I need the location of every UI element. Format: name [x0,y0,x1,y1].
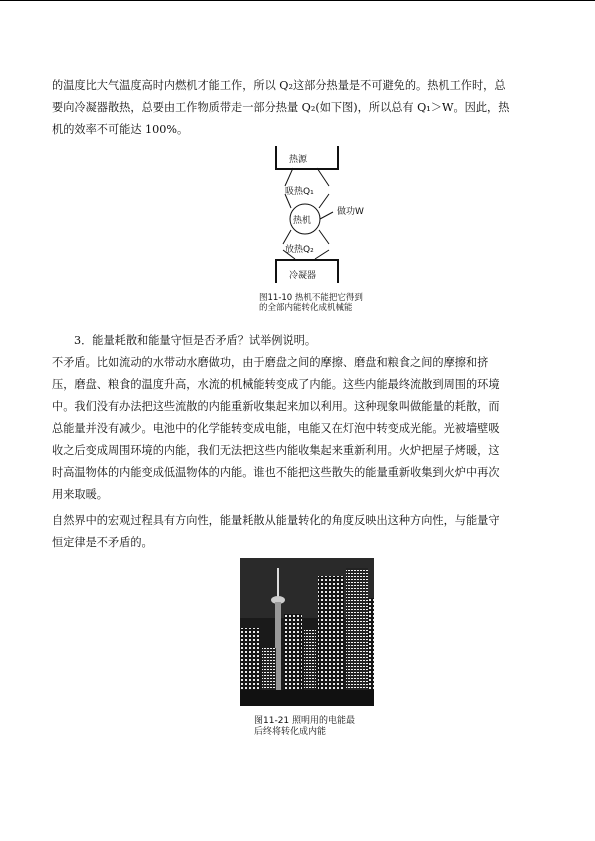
text-line: 要向冷凝器散热，总要由工作物质带走一部分热量 Q₂(如下图)，所以总有 Q₁＞W。因此，热 [52,101,510,114]
release-heat-label: 放热Q₂ [285,245,314,255]
caption-line: 后终将转化成内能 [254,727,327,737]
paragraph-answer [52,352,544,506]
caption-line: 图11-21 照明用的电能最 [254,716,356,726]
engine-label: 热机 [293,216,312,226]
text-line: 压，磨盘、粮食的温度升高，水流的机械能转变成了内能。这些内能最终流散到周围的环境 [52,378,500,391]
hot-source-label: 热源 [289,155,308,165]
city-night-photo [240,558,374,706]
text-line: 时高温物体的内能变成低温物体的内能。谁也不能把这些散失的能量重新收集到火炉中再次 [52,466,500,479]
photo-caption [254,716,355,738]
paragraph-heat-engine [52,75,544,141]
heat-engine-diagram [255,146,375,321]
question-heading: 3．能量耗散和能量守恒是否矛盾？试举例说明。 [74,334,317,347]
absorb-heat-label: 吸热Q₁ [285,187,314,197]
caption-line: 的全部内能转化成机械能 [259,303,353,313]
text-line: 收之后变成周围环境的内能，我们无法把这些内能收集起来重新利用。火炉把屋子烤暖，这 [52,444,500,457]
top-rule [0,0,595,1]
figure-caption [259,293,363,313]
paragraph-conclusion [52,510,544,554]
text-line: 总能量并没有减少。电池中的化学能转变成电能，电能又在灯泡中转变成光能。光被墙壁吸 [52,422,500,435]
text-line: 用来取暖。 [52,488,108,501]
text-line: 的温度比大气温度高时内燃机才能工作，所以 Q₂这部分热量是不可避免的。热机工作时，总 [52,79,506,92]
text-line: 不矛盾。比如流动的水带动水磨做功，由于磨盘之间的摩擦、磨盘和粮食之间的摩擦和挤 [52,356,489,369]
condenser-label: 冷凝器 [289,271,317,281]
caption-line: 图11-10 热机不能把它得到 [259,293,363,303]
text-line: 机的效率不可能达 100%。 [52,123,189,136]
skyline-illustration [240,558,374,706]
text-line: 中。我们没有办法把这些流散的内能重新收集起来加以利用。这种现象叫做能量的耗散，而 [52,400,500,413]
text-line: 恒定律是不矛盾的。 [52,536,153,549]
text-line: 自然界中的宏观过程具有方向性，能量耗散从能量转化的角度反映出这种方向性，与能量守 [52,514,500,527]
work-label: 做功W [337,207,364,217]
